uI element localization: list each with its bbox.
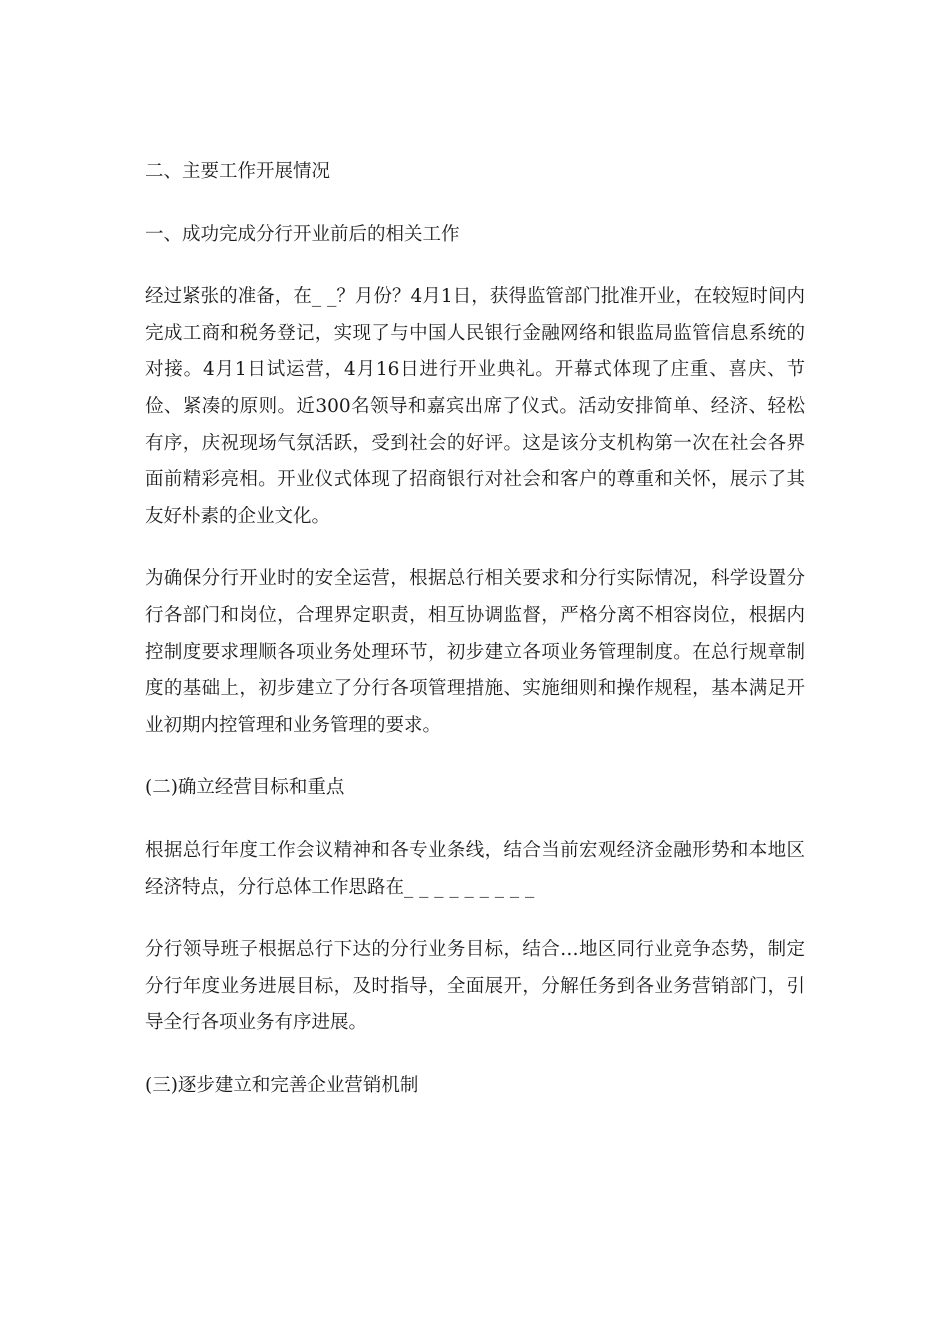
section-1-paragraph-1: 经过紧张的准备，在_ _？月份？4月1日，获得监管部门批准开业，在较短时间内完成工商和税务登记，实现了与中国人民银行金融网络和银监局监管信息系统的对接。4月1日试运营，4月16日进行开业典礼。开幕式体现了庄重、喜庆、节俭、紧凑的原则。近300名领导和嘉宾出席了仪式。活动安排简单、经济、轻松有序，庆祝现场气氛活跃，受到社会的好评。这是该分支机构第一次在社会各界面前精彩亮相。开业仪式体现了招商银行对社会和客户的尊重和关怀，展示了其友好朴素的企业文化。 <box>145 286 805 527</box>
section-1-paragraph-2: 为确保分行开业时的安全运营，根据总行相关要求和分行实际情况，科学设置分行各部门和岗位，合理界定职责，相互协调监督，严格分离不相容岗位，根据内控制度要求理顺各项业务处理环节，初步建立各项业务管理制度。在总行规章制度的基础上，初步建立了分行各项管理措施、实施细则和操作规程，基本满足开业初期内控管理和业务管理的要求。 <box>145 568 805 736</box>
section-2-paragraph-2: 分行领导班子根据总行下达的分行业务目标，结合…地区同行业竞争态势，制定分行年度业务进展目标，及时指导，全面展开，分解任务到各业务营销部门，引导全行各项业务有序进展。 <box>145 939 805 1034</box>
section-3-heading: (三)逐步建立和完善企业营销机制 <box>145 1074 419 1096</box>
document-body <box>145 154 805 1130</box>
section-1-heading: 一、成功完成分行开业前后的相关工作 <box>145 223 460 245</box>
main-heading: 二、主要工作开展情况 <box>145 161 331 182</box>
section-2-paragraph-1: 根据总行年度工作会议精神和各专业条线，结合当前宏观经济金融形势和本地区经济特点，分行总体工作思路在_ _ _ _ _ _ _ _ _ <box>145 839 805 898</box>
section-2-heading: (二)确立经营目标和重点 <box>145 777 345 799</box>
